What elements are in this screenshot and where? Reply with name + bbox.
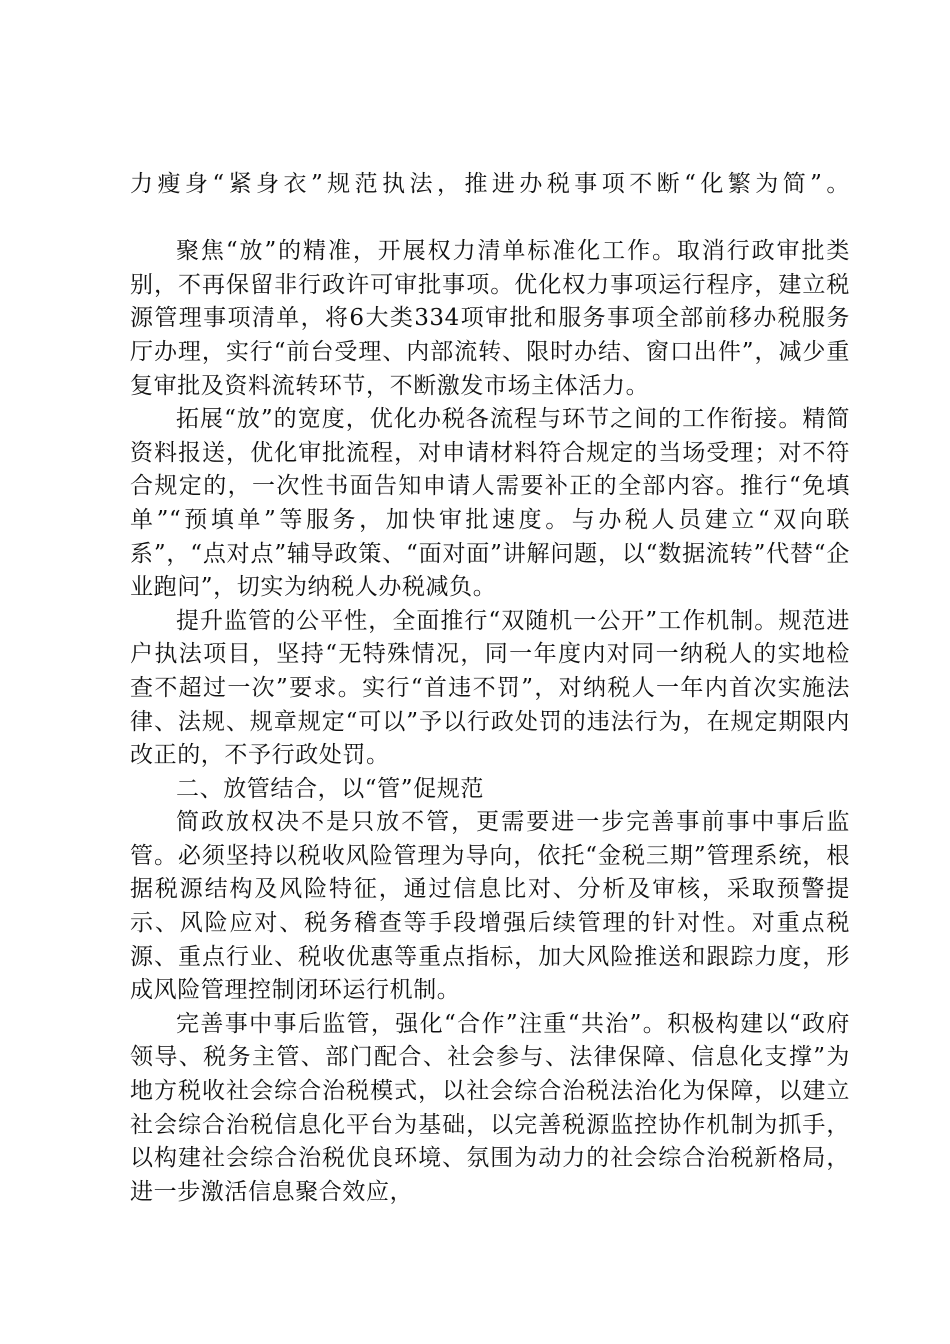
paragraph-supervision-after: 简政放权决不是只放不管，更需要进一步完善事前事中事后监管。必须坚持以税收风险管理为导向，依托“金税三期”管理系统，根据税源结构及风险特征，通过信息比对、分析及审核，采取预警提示、风险应对、税务稽查等手段增强后续管理的针对性。对重点税源、重点行业、税收优惠等重点指标，加大风险推送和跟踪力度，形成风险管理控制闭环运行机制。 (130, 809, 850, 1004)
paragraph-focus-release: 聚焦“放”的精准，开展权力清单标准化工作。取消行政审批类别，不再保留非行政许可审批事项。优化权力事项运行程序，建立税源管理事项清单，将6大类334项审批和服务事项全部前移办税服务厅办理，实行“前台受理、内部流转、限时办结、窗口出件”，减少重复审批及资料流转环节，不断激发市场主体活力。 (130, 238, 850, 399)
section-heading: 二、放管结合，以“管”促规范 (176, 775, 484, 802)
paragraph-expand-release: 拓展“放”的宽度，优化办税各流程与环节之间的工作衔接。精简资料报送，优化审批流程，对申请材料符合规定的当场受理；对不符合规定的，一次性书面告知申请人需要补正的全部内容。推行“免填单”“预填单”等服务，加快审批速度。与办税人员建立“双向联系”，“点对点”辅导政策、“面对面”讲解问题，以“数据流转”代替“企业跑问”，切实为纳税人办税减负。 (130, 406, 850, 601)
document-body (130, 168, 850, 1209)
paragraph-fair-supervision: 提升监管的公平性，全面推行“双随机一公开”工作机制。规范进户执法项目，坚持“无特殊情况，同一年度内对同一纳税人的实地检查不超过一次”要求。实行“首违不罚”，对纳税人一年内首次实施法律、法规、规章规定“可以”予以行政处罚的违法行为，在规定期限内改正的，不予行政处罚。 (130, 607, 850, 769)
paragraph-gap (130, 202, 850, 236)
continuation-line: 力瘦身“紧身衣”规范执法，推进办税事项不断“化繁为简”。 (130, 171, 850, 197)
paragraph-cooperation: 完善事中事后监管，强化“合作”注重“共治”。积极构建以“政府领导、税务主管、部门配合、社会参与、法律保障、信息化支撑”为地方税收社会综合治税模式，以社会综合治税法治化为保障，以建立社会综合治税信息化平台为基础，以完善税源监控协作机制为抓手，以构建社会综合治税优良环境、氛围为动力的社会综合治税新格局，进一步激活信息聚合效应， (130, 1010, 850, 1205)
